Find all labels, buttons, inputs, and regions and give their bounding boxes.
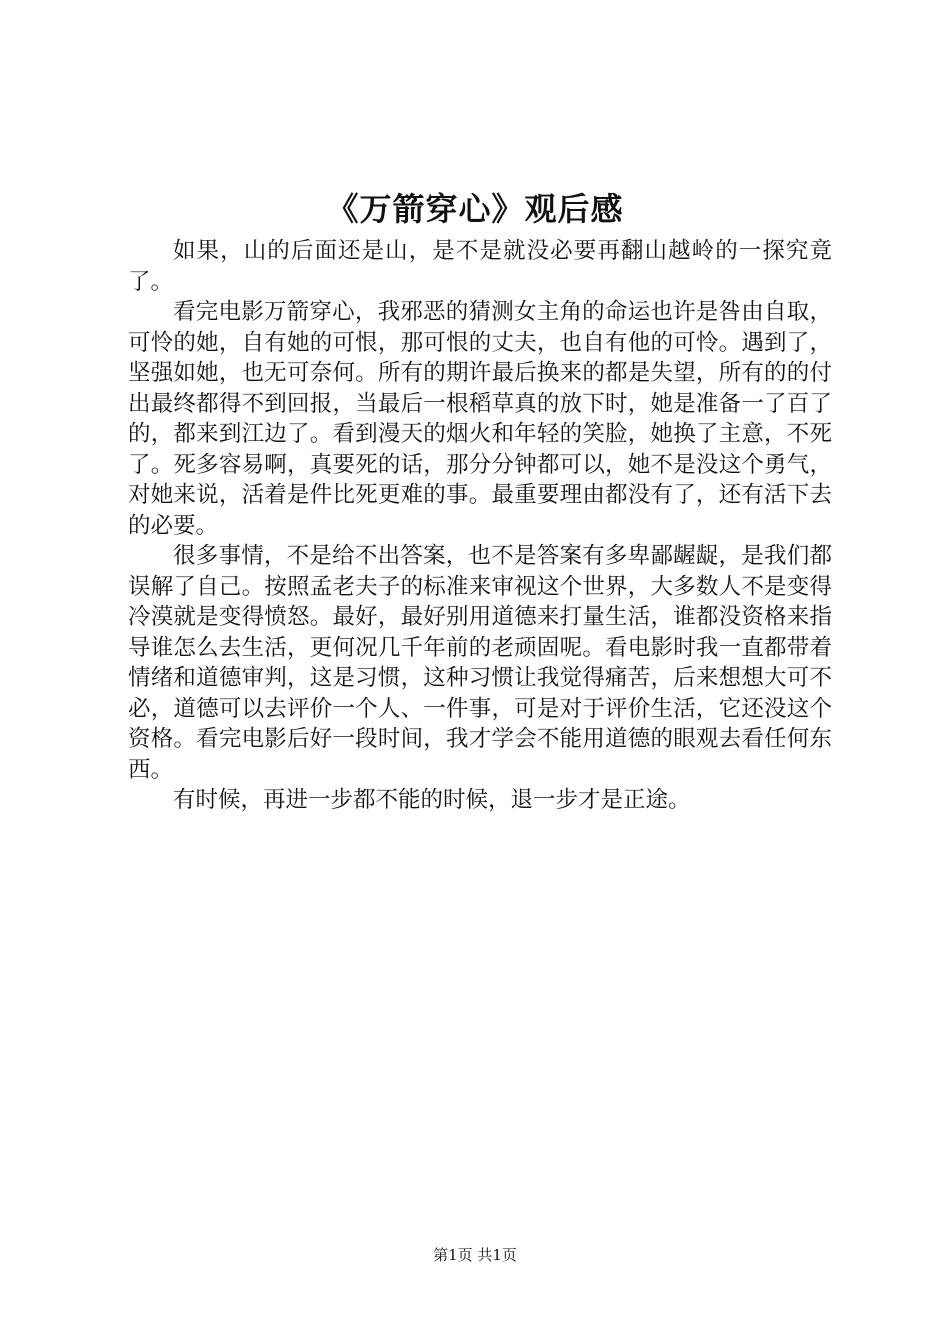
document-body: [128, 236, 832, 816]
paragraph: 有时候，再进一步都不能的时候，退一步才是正途。: [173, 787, 691, 813]
paragraph: 很多事情，不是给不出答案，也不是答案有多卑鄙龌龊，是我们都误解了自己。按照孟老夫子的标准来审视这个世界，大多数人不是变得冷漠就是变得愤怒。最好，最好别用道德来打量生活，谁都没资格来指导谁怎么去生活，更何况几千年前的老顽固呢。看电影时我一直都带着情绪和道德审判，这是习惯，这种习惯让我觉得痛苦，后来想想大可不必，道德可以去评价一个人、一件事，可是对于评价生活，它还没这个资格。看完电影后好一段时间，我才学会不能用道德的眼观去看任何东西。: [128, 543, 832, 783]
paragraph: 看完电影万箭穿心，我邪恶的猜测女主角的命运也许是咎由自取，可怜的她，自有她的可恨，那可恨的丈夫，也自有他的可怜。遇到了，坚强如她，也无可奈何。所有的期许最后换来的都是失望，所有的的付出最终都得不到回报，当最后一根稻草真的放下时，她是准备一了百了的，都来到江边了。看到漫天的烟火和年轻的笑脸，她换了主意，不死了。死多容易啊，真要死的话，那分分钟都可以，她不是没这个勇气，对她来说，活着是件比死更难的事。最重要理由都没有了，还有活下去的必要。: [128, 299, 832, 539]
paragraph: 如果，山的后面还是山，是不是就没必要再翻山越岭的一探究竟了。: [128, 238, 832, 295]
page-footer: 第1页 共1页: [433, 1246, 517, 1264]
document-title: 《万箭穿心》观后感: [326, 190, 624, 228]
